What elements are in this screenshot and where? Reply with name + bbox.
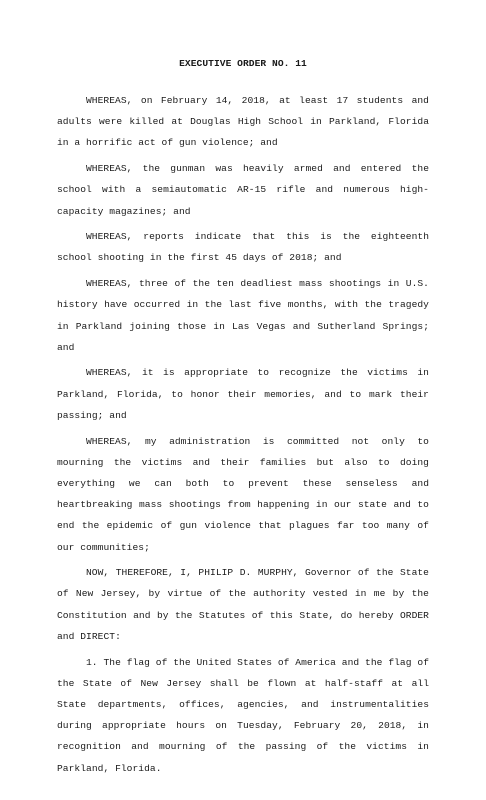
whereas-paragraph-6: WHEREAS, my administration is committed not only to mourning the victims and their families but also to doing everything we can both to prevent these senseless and heartbreaking mass shootings from happening in our state and to end the epidemic of gun violence that plagues far too many of our communities; (57, 435, 429, 553)
whereas-paragraph-2: WHEREAS, the gunman was heavily armed and entered the school with a semiautomatic AR-15 rifle and numerous high-capacity magazines; and (57, 163, 429, 217)
order-item-1: 1. The flag of the United States of America and the flag of the State of New Jersey shall be flown at half-staff at all State departments, offices, agencies, and instrumentalities during appropriate hours on Tuesday, February 20, 2018, in recognition and mourning of the passing of the victims in Parkland, Florida. (57, 656, 429, 774)
now-therefore-paragraph: NOW, THEREFORE, I, PHILIP D. MURPHY, Governor of the State of New Jersey, by virtue of the authority vested in me by the Constitution and by the Statutes of this State, do hereby ORDER and DIRECT: (57, 567, 429, 642)
whereas-paragraph-3: WHEREAS, reports indicate that this is the eighteenth school shooting in the first 45 days of 2018; and (57, 231, 429, 264)
document-title: EXECUTIVE ORDER NO. 11 (179, 58, 307, 69)
whereas-paragraph-5: WHEREAS, it is appropriate to recognize the victims in Parkland, Florida, to honor their memories, and to mark their passing; and (57, 367, 429, 421)
whereas-paragraph-4: WHEREAS, three of the ten deadliest mass shootings in U.S. history have occurred in the last five months, with the tragedy in Parkland joining those in Las Vegas and Sutherland Springs; and (57, 278, 429, 353)
whereas-paragraph-1: WHEREAS, on February 14, 2018, at least 17 students and adults were killed at Douglas High School in Parkland, Florida in a horrific act of gun violence; and (57, 95, 429, 149)
document-body (57, 90, 429, 779)
